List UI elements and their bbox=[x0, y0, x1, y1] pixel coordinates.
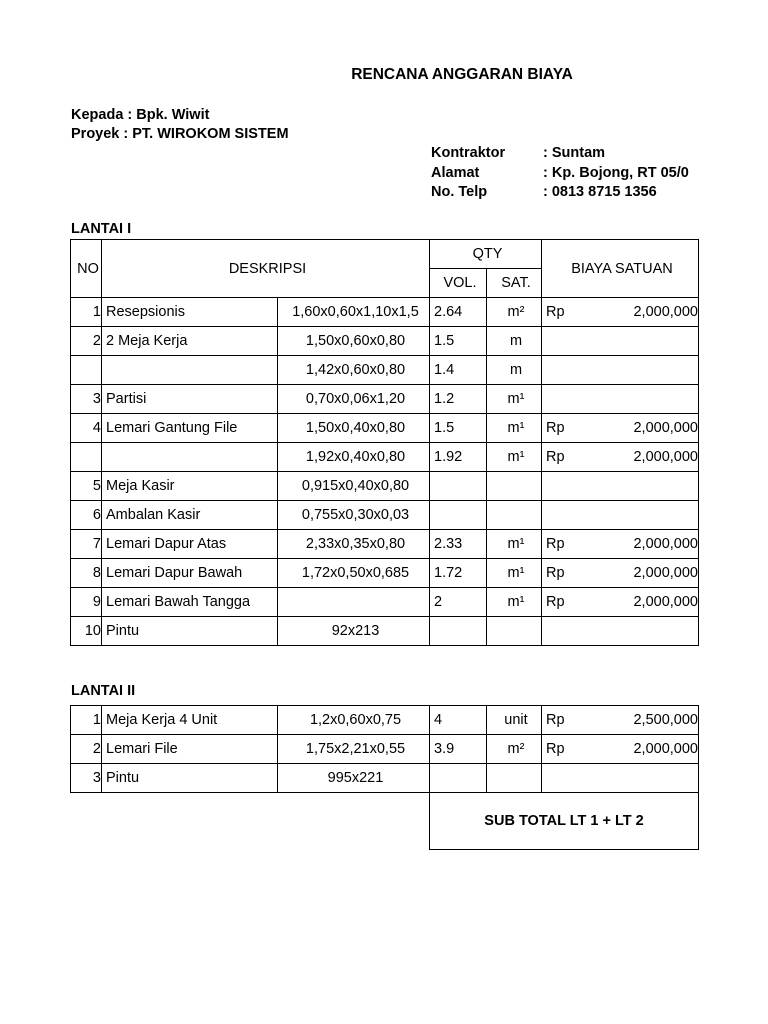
row-number: 3 bbox=[71, 385, 102, 414]
item-dimensions: 92x213 bbox=[278, 617, 430, 646]
header-unit-price: BIAYA SATUAN bbox=[542, 240, 699, 298]
table-row bbox=[71, 588, 699, 617]
item-dimensions: 1,50x0,40x0,80 bbox=[278, 414, 430, 443]
table-row bbox=[71, 385, 699, 414]
item-description: Lemari Dapur Bawah bbox=[102, 559, 278, 588]
item-dimensions: 0,915x0,40x0,80 bbox=[278, 472, 430, 501]
row-number: 4 bbox=[71, 414, 102, 443]
item-volume bbox=[430, 472, 487, 501]
row-number: 2 bbox=[71, 327, 102, 356]
price-amount: 2,000,000 bbox=[633, 420, 698, 436]
row-number: 3 bbox=[71, 764, 102, 793]
item-volume: 1.5 bbox=[430, 327, 487, 356]
budget-table-lantai-2 bbox=[70, 705, 699, 850]
row-number: 8 bbox=[71, 559, 102, 588]
item-unit-price bbox=[542, 356, 699, 385]
address-value: : Kp. Bojong, RT 05/0 bbox=[543, 164, 689, 181]
header-no: NO bbox=[71, 240, 102, 298]
item-dimensions: 2,33x0,35x0,80 bbox=[278, 530, 430, 559]
table-row bbox=[71, 735, 699, 764]
item-description: Pintu bbox=[102, 617, 278, 646]
item-unit-price bbox=[542, 764, 699, 793]
subtotal-label: SUB TOTAL LT 1 + LT 2 bbox=[430, 793, 699, 850]
price-amount: 2,000,000 bbox=[633, 741, 698, 757]
item-dimensions: 1,60x0,60x1,10x1,5 bbox=[278, 298, 430, 327]
table-row bbox=[71, 501, 699, 530]
subtotal-row bbox=[71, 793, 699, 850]
item-unit bbox=[487, 472, 542, 501]
item-volume: 2.33 bbox=[430, 530, 487, 559]
currency-label: Rp bbox=[546, 304, 565, 320]
item-volume: 1.4 bbox=[430, 356, 487, 385]
table-row bbox=[71, 472, 699, 501]
row-number: 5 bbox=[71, 472, 102, 501]
item-dimensions: 0,755x0,30x0,03 bbox=[278, 501, 430, 530]
section-title-lantai-2: LANTAI II bbox=[71, 683, 136, 699]
item-dimensions: 1,50x0,60x0,80 bbox=[278, 327, 430, 356]
phone-label: No. Telp bbox=[431, 184, 488, 200]
price-amount: 2,500,000 bbox=[633, 712, 698, 728]
item-dimensions: 0,70x0,06x1,20 bbox=[278, 385, 430, 414]
table-row bbox=[71, 530, 699, 559]
item-volume: 2.64 bbox=[430, 298, 487, 327]
item-unit: m¹ bbox=[487, 414, 542, 443]
item-unit bbox=[487, 501, 542, 530]
item-unit-price bbox=[542, 472, 699, 501]
document-title: RENCANA ANGGARAN BIAYA bbox=[351, 66, 573, 83]
contractor-value: : Suntam bbox=[543, 145, 606, 161]
item-unit: m¹ bbox=[487, 588, 542, 617]
row-number: 2 bbox=[71, 735, 102, 764]
item-unit-price bbox=[542, 735, 699, 764]
item-unit-price bbox=[542, 559, 699, 588]
item-description bbox=[102, 443, 278, 472]
address-row bbox=[431, 164, 751, 184]
address-label: Alamat bbox=[431, 164, 480, 181]
header-description: DESKRIPSI bbox=[102, 240, 430, 298]
item-volume: 3.9 bbox=[430, 735, 487, 764]
item-volume: 1.5 bbox=[430, 414, 487, 443]
row-number bbox=[71, 356, 102, 385]
table-row bbox=[71, 356, 699, 385]
item-unit-price bbox=[542, 588, 699, 617]
contractor-row bbox=[431, 144, 751, 164]
item-volume: 1.92 bbox=[430, 443, 487, 472]
item-unit-price bbox=[542, 298, 699, 327]
currency-label: Rp bbox=[546, 741, 565, 757]
item-unit-price bbox=[542, 501, 699, 530]
table-row bbox=[71, 327, 699, 356]
item-description: Partisi bbox=[102, 385, 278, 414]
item-unit: m¹ bbox=[487, 559, 542, 588]
table-row bbox=[71, 764, 699, 793]
row-number: 10 bbox=[71, 617, 102, 646]
item-dimensions: 1,42x0,60x0,80 bbox=[278, 356, 430, 385]
table-row bbox=[71, 706, 699, 735]
item-unit: m bbox=[487, 327, 542, 356]
currency-label: Rp bbox=[546, 536, 565, 552]
row-number: 1 bbox=[71, 706, 102, 735]
phone-value: : 0813 8715 1356 bbox=[543, 184, 657, 200]
item-unit-price bbox=[542, 530, 699, 559]
client-recipient: Kepada : Bpk. Wiwit bbox=[71, 107, 210, 123]
table-row bbox=[71, 443, 699, 472]
client-project: Proyek : PT. WIROKOM SISTEM bbox=[71, 126, 289, 142]
item-unit-price bbox=[542, 385, 699, 414]
item-dimensions: 1,92x0,40x0,80 bbox=[278, 443, 430, 472]
item-description: 2 Meja Kerja bbox=[102, 327, 278, 356]
item-unit: m² bbox=[487, 735, 542, 764]
currency-label: Rp bbox=[546, 712, 565, 728]
item-unit: m² bbox=[487, 298, 542, 327]
item-volume: 2 bbox=[430, 588, 487, 617]
item-description: Meja Kerja 4 Unit bbox=[102, 706, 278, 735]
phone-row bbox=[431, 183, 751, 203]
price-amount: 2,000,000 bbox=[633, 449, 698, 465]
item-description bbox=[102, 356, 278, 385]
item-volume bbox=[430, 617, 487, 646]
item-dimensions bbox=[278, 588, 430, 617]
item-dimensions: 1,72x0,50x0,685 bbox=[278, 559, 430, 588]
item-volume: 1.72 bbox=[430, 559, 487, 588]
table-row bbox=[71, 617, 699, 646]
item-dimensions: 995x221 bbox=[278, 764, 430, 793]
contractor-label: Kontraktor bbox=[431, 145, 506, 161]
item-unit-price bbox=[542, 443, 699, 472]
item-volume bbox=[430, 501, 487, 530]
item-unit: m¹ bbox=[487, 443, 542, 472]
price-amount: 2,000,000 bbox=[633, 594, 698, 610]
item-description: Resepsionis bbox=[102, 298, 278, 327]
price-amount: 2,000,000 bbox=[633, 304, 698, 320]
item-description: Meja Kasir bbox=[102, 472, 278, 501]
currency-label: Rp bbox=[546, 565, 565, 581]
item-unit bbox=[487, 764, 542, 793]
item-unit: m bbox=[487, 356, 542, 385]
item-unit: m¹ bbox=[487, 385, 542, 414]
item-unit-price bbox=[542, 414, 699, 443]
item-volume bbox=[430, 764, 487, 793]
table-row bbox=[71, 298, 699, 327]
header-qty: QTY bbox=[430, 240, 542, 269]
contractor-info bbox=[431, 144, 751, 203]
table-row bbox=[71, 414, 699, 443]
currency-label: Rp bbox=[546, 449, 565, 465]
item-description: Lemari Gantung File bbox=[102, 414, 278, 443]
item-unit: m¹ bbox=[487, 530, 542, 559]
header-vol: VOL. bbox=[430, 269, 487, 298]
row-number: 7 bbox=[71, 530, 102, 559]
item-description: Pintu bbox=[102, 764, 278, 793]
item-description: Lemari Dapur Atas bbox=[102, 530, 278, 559]
item-description: Lemari Bawah Tangga bbox=[102, 588, 278, 617]
item-volume: 1.2 bbox=[430, 385, 487, 414]
table-row bbox=[71, 559, 699, 588]
row-number: 6 bbox=[71, 501, 102, 530]
item-unit-price bbox=[542, 706, 699, 735]
item-description: Lemari File bbox=[102, 735, 278, 764]
budget-table-lantai-1 bbox=[70, 239, 699, 646]
item-unit-price bbox=[542, 617, 699, 646]
item-dimensions: 1,75x2,21x0,55 bbox=[278, 735, 430, 764]
client-info bbox=[71, 106, 289, 144]
item-unit: unit bbox=[487, 706, 542, 735]
item-dimensions: 1,2x0,60x0,75 bbox=[278, 706, 430, 735]
item-description: Ambalan Kasir bbox=[102, 501, 278, 530]
item-volume: 4 bbox=[430, 706, 487, 735]
row-number: 9 bbox=[71, 588, 102, 617]
section-title-lantai-1: LANTAI I bbox=[71, 221, 132, 237]
item-unit bbox=[487, 617, 542, 646]
currency-label: Rp bbox=[546, 594, 565, 610]
price-amount: 2,000,000 bbox=[633, 536, 698, 552]
header-sat: SAT. bbox=[487, 269, 542, 298]
row-number: 1 bbox=[71, 298, 102, 327]
row-number bbox=[71, 443, 102, 472]
item-unit-price bbox=[542, 327, 699, 356]
currency-label: Rp bbox=[546, 420, 565, 436]
price-amount: 2,000,000 bbox=[633, 565, 698, 581]
